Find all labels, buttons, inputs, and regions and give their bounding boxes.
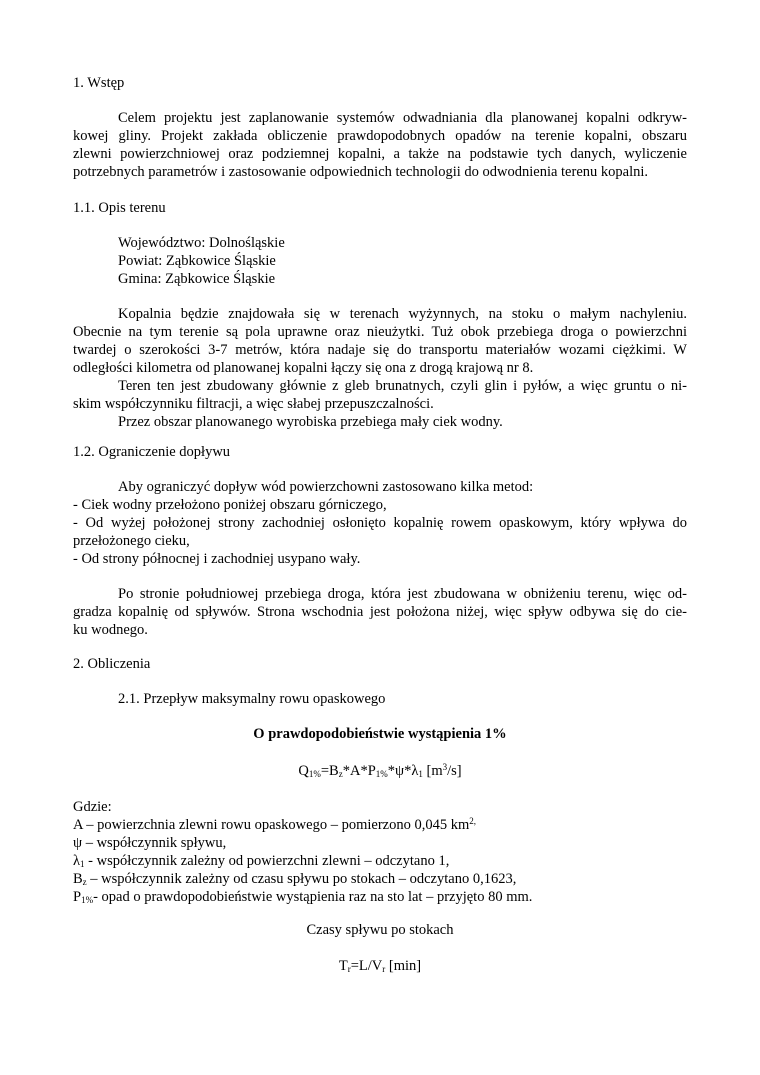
time-formula: [0, 957, 760, 975]
formula-subscript: 1: [418, 769, 423, 779]
paragraph-line: potrzebnych parametrów i zastosowanie odpowiednich technologii do odwodnienia terenu kopalni.: [73, 164, 649, 180]
paragraph-line: ku wodnego.: [73, 622, 148, 638]
formula-part: *A*P: [342, 763, 376, 779]
definition-subscript: 1%: [81, 895, 94, 905]
location-voivodeship: Województwo: Dolnośląskie: [118, 235, 285, 251]
definition-lambda: [73, 852, 449, 870]
paragraph-line: Celem projektu jest zaplanowanie systemów odwadniania dla planowanej kopalni odkryw-: [118, 110, 687, 126]
formula-part: Q: [298, 763, 309, 779]
definition-subscript: 1: [80, 859, 85, 869]
location-commune: Gmina: Ząbkowice Śląskie: [118, 271, 276, 287]
list-item-continuation: przełożonego cieku,: [73, 533, 190, 549]
definition-text: – współczynnik zależny od czasu spływu po stokach – odczytano 0,1623,: [86, 871, 517, 887]
flow-formula: [0, 762, 760, 780]
list-item: - Ciek wodny przełożono poniżej obszaru górniczego,: [73, 497, 387, 513]
section-heading-opis-terenu: 1.1. Opis terenu: [73, 200, 166, 216]
paragraph-line: Obecnie na tym terenie są pola uprawne oraz nieużytki. Tuż obok przebiega droga o powierzchni: [73, 324, 687, 340]
formula-part: T: [338, 958, 348, 974]
formula-subscript: r: [347, 964, 351, 974]
paragraph-line: Teren ten jest zbudowany głównie z gleb brunatnych, czyli glin i pyłów, a więc gruntu o ni-: [118, 378, 687, 394]
section-heading-wstep: 1. Wstęp: [73, 75, 125, 91]
paragraph-line: zlewni powierzchniowej oraz podziemnej kopalni, a także na podstawie tych danych, wyliczenie: [73, 146, 687, 162]
where-label: Gdzie:: [73, 799, 112, 815]
definition-symbol: B: [73, 871, 83, 887]
definition-bz: [73, 870, 516, 888]
formula-part: =L/V: [350, 958, 383, 974]
formula-part: /s]: [447, 763, 462, 779]
definition-superscript: 2,: [469, 816, 476, 826]
paragraph-line: skim współczynniku filtracji, a więc słabej przepuszczalności.: [73, 396, 434, 412]
formula-subscript: 1%: [308, 769, 321, 779]
paragraph-line: gradza kopalnię od spływów. Strona wschodnia jest położona niżej, więc spływ odbywa się do cie-: [73, 604, 687, 620]
runoff-times-title: Czasy spływu po stokach: [306, 922, 454, 938]
section-heading-ograniczenie: 1.2. Ograniczenie dopływu: [73, 444, 231, 460]
section-heading-obliczenia: 2. Obliczenia: [73, 656, 151, 672]
location-county: Powiat: Ząbkowice Śląskie: [118, 253, 276, 269]
formula-superscript: 3: [442, 762, 448, 772]
formula-subscript: 1%: [375, 769, 388, 779]
paragraph-line: Kopalnia będzie znajdowała się w terenach wyżynnych, na stoku o małym nachyleniu.: [118, 306, 687, 322]
paragraph-terrain: [73, 305, 687, 431]
formula-subscript: z: [338, 769, 343, 779]
definition-subscript: z: [82, 877, 87, 887]
formula-part: [m: [422, 763, 443, 779]
probability-title: O prawdopodobieństwie wystąpienia 1%: [253, 726, 507, 742]
definition-text: A – powierzchnia zlewni rowu opaskowego – pomierzono 0,045 km: [73, 817, 470, 833]
methods-list: [73, 496, 687, 568]
paragraph-intro: [73, 109, 687, 181]
paragraph-road: [73, 585, 687, 639]
definition-text: - opad o prawdopodobieństwie wystąpienia raz na sto lat – przyjęto 80 mm.: [93, 889, 533, 905]
definition-symbol: P: [73, 889, 82, 905]
paragraph-line: kowej gliny. Projekt zakłada obliczenie prawdopodobnych opadów na terenie kopalni, obszaru: [73, 128, 687, 144]
formula-part: [min]: [385, 958, 422, 974]
paragraph-line: twardej o szerokości 3-7 metrów, która nadaje się do transportu materiałów wozami ciężkimi. W: [73, 342, 687, 358]
definition-p1: [73, 888, 532, 906]
paragraph-line: Przez obszar planowanego wyrobiska przebiega mały ciek wodny.: [118, 414, 503, 430]
definition-psi: ψ – współczynnik spływu,: [73, 835, 227, 851]
subsection-heading-przeplyw: 2.1. Przepływ maksymalny rowu opaskowego: [118, 691, 386, 707]
formula-part: =B: [320, 763, 339, 779]
formula-part: *ψ*λ: [387, 763, 419, 779]
formula-subscript: r: [382, 964, 386, 974]
list-item: - Od strony północnej i zachodniej usypano wały.: [73, 551, 361, 567]
definition-text: - współczynnik zależny od powierzchni zlewni – odczytano 1,: [84, 853, 450, 869]
methods-intro: Aby ograniczyć dopływ wód powierzchowni zastosowano kilka metod:: [118, 479, 534, 495]
list-item: - Od wyżej położonej strony zachodniej osłonięto kopalnię rowem opaskowym, który wpływa do: [73, 515, 687, 531]
paragraph-line: odległości kilometra od planowanej kopalni łączy się ona z drogą krajową nr 8.: [73, 360, 534, 376]
definition-a: [73, 816, 476, 834]
definition-symbol: λ: [73, 853, 81, 869]
paragraph-line: Po stronie południowej przebiega droga, która jest zbudowana w obniżeniu terenu, więc od-: [118, 586, 687, 602]
